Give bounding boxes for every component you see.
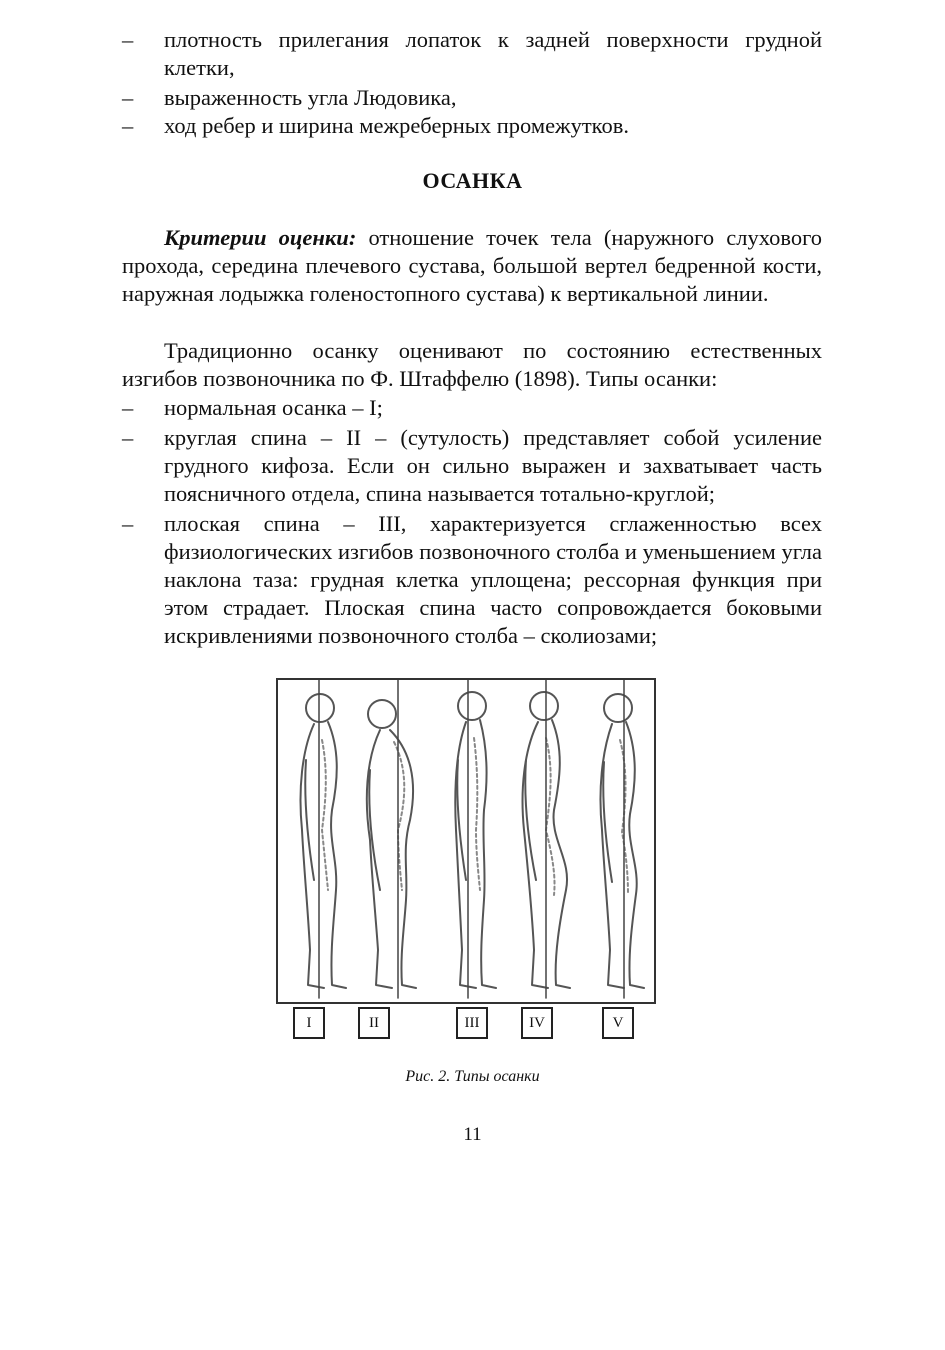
list-item-text: выраженность угла Людовика, bbox=[164, 85, 457, 110]
figure-caption: Рис. 2. Типы осанки bbox=[405, 1068, 540, 1085]
list-item-text: плотность прилегания лопаток к задней поверхности грудной клетки, bbox=[164, 27, 822, 80]
posture-figures-illustration bbox=[278, 680, 654, 1002]
section-title: ОСАНКА bbox=[422, 168, 523, 193]
posture-figure-1 bbox=[301, 694, 347, 988]
figure-label-2: II bbox=[358, 1007, 390, 1039]
posture-figure-5 bbox=[600, 694, 644, 988]
list-dash: – bbox=[122, 425, 134, 450]
page-number: 11 bbox=[463, 1124, 482, 1145]
intro-paragraph: Традиционно осанку оценивают по состоянию естественных изгибов позвоночника по Ф. Штаффелю (1898). Типы осанки: bbox=[122, 338, 822, 391]
figure-label-4: IV bbox=[521, 1007, 553, 1039]
list-item-text: плоская спина – III, характеризуется сглаженностью всех физиологических изгибов позвоночного столба и уменьшением угла наклона таза: грудная клетка уплощена; рессорная функция при этом страдает. Плоская спина часто сопровождается боковыми искривлениями позвоночного столба – сколиозами; bbox=[164, 511, 822, 648]
figure-label-5: V bbox=[602, 1007, 634, 1039]
list-dash: – bbox=[122, 395, 134, 420]
criteria-text: отношение точек тела (наружного слухового прохода, середина плечевого сустава, большой вертел бедренной кости, наружная лодыжка голеностопного сустава) к вертикальной линии. bbox=[122, 225, 822, 306]
list-dash: – bbox=[122, 511, 134, 536]
figure-label-1: I bbox=[293, 1007, 325, 1039]
criteria-paragraph bbox=[122, 224, 822, 308]
list-item-text: ход ребер и ширина межреберных промежутков. bbox=[164, 113, 629, 138]
criteria-lead: Критерии оценки: bbox=[164, 225, 357, 250]
posture-figure bbox=[276, 678, 656, 1004]
list-dash: – bbox=[122, 113, 134, 138]
list-dash: – bbox=[122, 27, 134, 52]
posture-figure-3 bbox=[455, 692, 496, 988]
list-item-text: нормальная осанка – I; bbox=[164, 395, 383, 420]
posture-figure-2 bbox=[367, 700, 416, 988]
list-item-text: круглая спина – II – (сутулость) представляет собой усиление грудного кифоза. Если он сильно выражен и захватывает часть поясничного отдела, спина называется тотально-круглой; bbox=[164, 425, 822, 506]
list-dash: – bbox=[122, 85, 134, 110]
figure-label-3: III bbox=[456, 1007, 488, 1039]
